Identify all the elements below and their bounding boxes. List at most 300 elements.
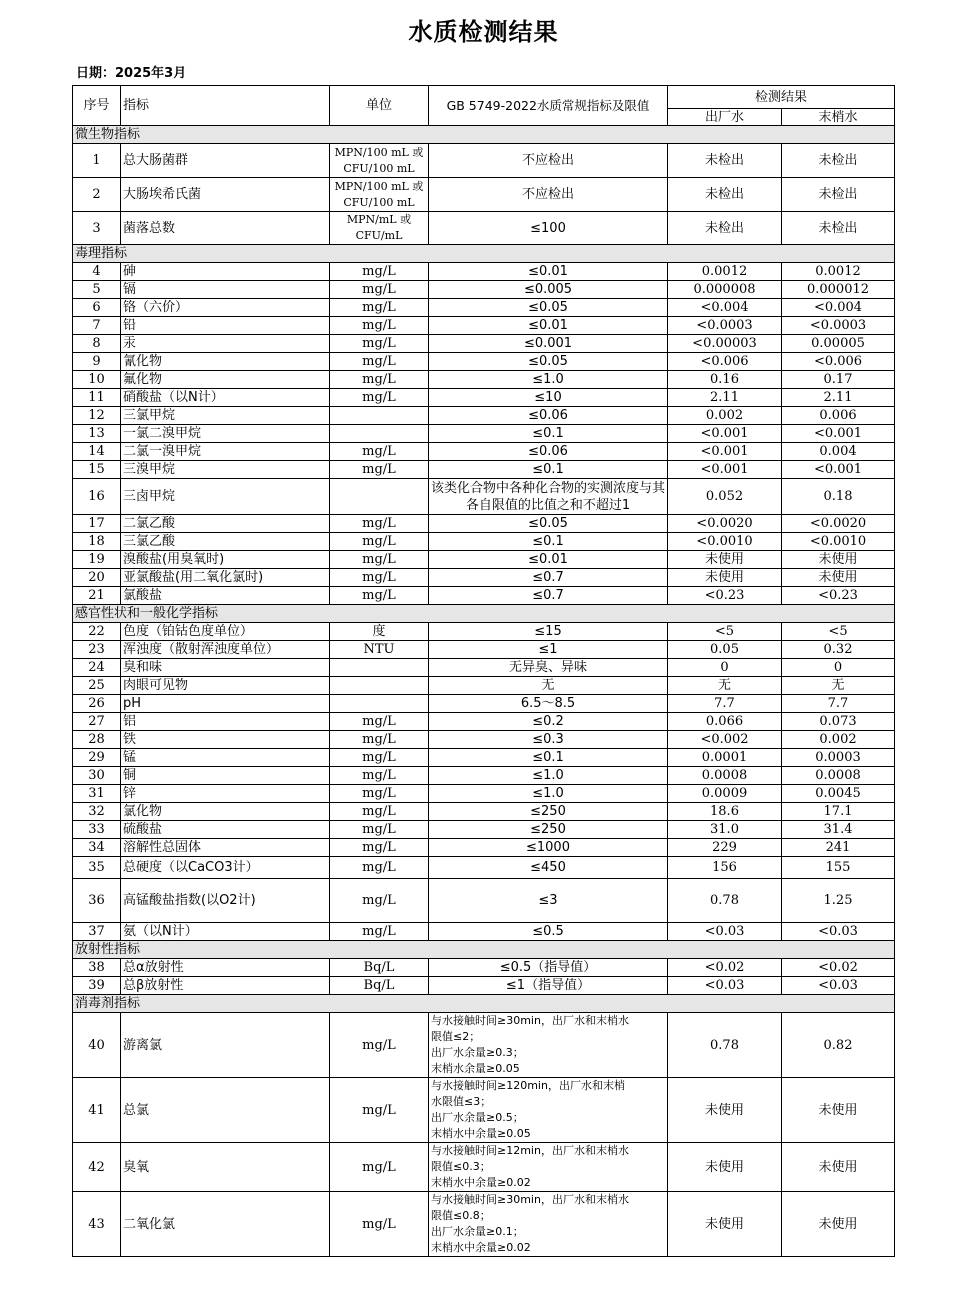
indicator-name: 臭氧 <box>121 1143 330 1192</box>
standard-limit: ≤1.0 <box>429 371 668 389</box>
section-title: 消毒剂指标 <box>73 995 895 1013</box>
outlet-value: 0.052 <box>668 479 782 515</box>
tap-value: 0.18 <box>782 479 895 515</box>
standard-line: 末梢水余量≥0.05 <box>431 1062 520 1075</box>
unit-cell: mg/L <box>330 1013 429 1078</box>
tap-value: 无 <box>782 677 895 695</box>
outlet-value: <0.00003 <box>668 335 782 353</box>
standard-limit: ≤1000 <box>429 839 668 857</box>
tap-value: <0.03 <box>782 977 895 995</box>
tap-value: 0.000012 <box>782 281 895 299</box>
row-number: 21 <box>73 587 121 605</box>
outlet-value: 未检出 <box>668 144 782 178</box>
outlet-value: 0.0009 <box>668 785 782 803</box>
tap-value: 0 <box>782 659 895 677</box>
standard-limit: 无 <box>429 677 668 695</box>
unit-cell: mg/L <box>330 263 429 281</box>
row-number: 11 <box>73 389 121 407</box>
indicator-name: 铝 <box>121 713 330 731</box>
outlet-value: 229 <box>668 839 782 857</box>
tap-value: 155 <box>782 857 895 879</box>
unit-cell: mg/L <box>330 587 429 605</box>
unit-cell: mg/L <box>330 785 429 803</box>
col-header-result: 检测结果 <box>668 86 895 109</box>
table-row <box>73 212 895 245</box>
tap-value: 未使用 <box>782 1143 895 1192</box>
row-number: 23 <box>73 641 121 659</box>
unit-cell: mg/L <box>330 879 429 923</box>
row-number: 15 <box>73 461 121 479</box>
unit-cell: mg/L <box>330 731 429 749</box>
row-number: 6 <box>73 299 121 317</box>
standard-limit: ≤0.06 <box>429 443 668 461</box>
standard-limit: 不应检出 <box>429 178 668 212</box>
row-number: 7 <box>73 317 121 335</box>
unit-cell <box>330 479 429 515</box>
outlet-value: <0.0003 <box>668 317 782 335</box>
standard-limit: ≤0.1 <box>429 425 668 443</box>
outlet-value: 未检出 <box>668 178 782 212</box>
tap-value: 0.32 <box>782 641 895 659</box>
unit-cell: mg/L <box>330 461 429 479</box>
table-row <box>73 353 895 371</box>
standard-limit: ≤1（指导值） <box>429 977 668 995</box>
standard-limit: ≤0.1 <box>429 461 668 479</box>
tap-value: 0.006 <box>782 407 895 425</box>
unit-cell: mg/L <box>330 335 429 353</box>
standard-limit: ≤0.7 <box>429 569 668 587</box>
outlet-value: <0.006 <box>668 353 782 371</box>
indicator-name: 大肠埃希氏菌 <box>121 178 330 212</box>
unit-cell: mg/L <box>330 389 429 407</box>
tap-value: <0.0020 <box>782 515 895 533</box>
outlet-value: 0.000008 <box>668 281 782 299</box>
section-header-row <box>73 126 895 144</box>
unit-cell <box>330 407 429 425</box>
row-number: 41 <box>73 1078 121 1143</box>
standard-limit: ≤0.01 <box>429 263 668 281</box>
table-row <box>73 659 895 677</box>
unit-cell: mg/L <box>330 353 429 371</box>
unit-cell: mg/L <box>330 923 429 941</box>
standard-limit: ≤0.1 <box>429 533 668 551</box>
table-row <box>73 1078 895 1143</box>
outlet-value: <0.001 <box>668 425 782 443</box>
tap-value: 0.0012 <box>782 263 895 281</box>
row-number: 33 <box>73 821 121 839</box>
table-row <box>73 587 895 605</box>
tap-value: 241 <box>782 839 895 857</box>
unit-cell: MPN/100 mL 或 CFU/100 mL <box>330 144 429 178</box>
standard-limit: ≤250 <box>429 821 668 839</box>
indicator-name: 二氧化氯 <box>121 1192 330 1257</box>
indicator-name: 菌落总数 <box>121 212 330 245</box>
outlet-value: <0.0020 <box>668 515 782 533</box>
outlet-value: 未使用 <box>668 1192 782 1257</box>
unit-cell: mg/L <box>330 713 429 731</box>
table-row <box>73 623 895 641</box>
unit-cell: mg/L <box>330 749 429 767</box>
table-row <box>73 1192 895 1257</box>
indicator-name: 总硬度（以CaCO3计） <box>121 857 330 879</box>
table-row <box>73 713 895 731</box>
tap-value: <0.03 <box>782 923 895 941</box>
outlet-value: <0.001 <box>668 443 782 461</box>
table-row <box>73 479 895 515</box>
indicator-name: 二氯一溴甲烷 <box>121 443 330 461</box>
unit-cell: mg/L <box>330 443 429 461</box>
outlet-value: 31.0 <box>668 821 782 839</box>
row-number: 43 <box>73 1192 121 1257</box>
col-header-no: 序号 <box>73 86 121 126</box>
tap-value: 未使用 <box>782 569 895 587</box>
row-number: 28 <box>73 731 121 749</box>
tap-value: 0.0008 <box>782 767 895 785</box>
tap-value: 17.1 <box>782 803 895 821</box>
indicator-name: 铁 <box>121 731 330 749</box>
outlet-value: <0.004 <box>668 299 782 317</box>
tap-value: 0.0003 <box>782 749 895 767</box>
outlet-value: <0.001 <box>668 461 782 479</box>
unit-cell: mg/L <box>330 1143 429 1192</box>
unit-cell: mg/L <box>330 317 429 335</box>
indicator-name: 二氯乙酸 <box>121 515 330 533</box>
indicator-name: 硫酸盐 <box>121 821 330 839</box>
row-number: 38 <box>73 959 121 977</box>
unit-cell: mg/L <box>330 515 429 533</box>
unit-cell: mg/L <box>330 533 429 551</box>
row-number: 20 <box>73 569 121 587</box>
tap-value: 0.00005 <box>782 335 895 353</box>
section-header-row <box>73 605 895 623</box>
row-number: 24 <box>73 659 121 677</box>
standard-limit: ≤3 <box>429 879 668 923</box>
row-number: 36 <box>73 879 121 923</box>
outlet-value: 未使用 <box>668 551 782 569</box>
standard-limit: ≤1.0 <box>429 767 668 785</box>
row-number: 30 <box>73 767 121 785</box>
standard-limit: 无异臭、异味 <box>429 659 668 677</box>
standard-limit: ≤0.2 <box>429 713 668 731</box>
standard-limit: ≤0.005 <box>429 281 668 299</box>
table-row <box>73 407 895 425</box>
unit-cell: Bq/L <box>330 977 429 995</box>
outlet-value: 未使用 <box>668 1143 782 1192</box>
unit-cell <box>330 695 429 713</box>
unit-cell: Bq/L <box>330 959 429 977</box>
standard-line: 与水接触时间≥30min，出厂水和末梢水 <box>431 1014 629 1027</box>
unit-cell: mg/L <box>330 767 429 785</box>
outlet-value: 0.0008 <box>668 767 782 785</box>
table-row <box>73 1143 895 1192</box>
outlet-value: 0.78 <box>668 1013 782 1078</box>
section-title: 感官性状和一般化学指标 <box>73 605 895 623</box>
indicator-name: 总β放射性 <box>121 977 330 995</box>
tap-value: 未检出 <box>782 144 895 178</box>
row-number: 25 <box>73 677 121 695</box>
tap-value: <0.001 <box>782 461 895 479</box>
report-date: 日期：2025年3月 <box>76 66 187 81</box>
table-row <box>73 281 895 299</box>
table-row <box>73 749 895 767</box>
indicator-name: 总大肠菌群 <box>121 144 330 178</box>
indicator-name: 三氯甲烷 <box>121 407 330 425</box>
standard-limit: ≤450 <box>429 857 668 879</box>
tap-value: 0.002 <box>782 731 895 749</box>
indicator-name: 氯化物 <box>121 803 330 821</box>
row-number: 35 <box>73 857 121 879</box>
table-row <box>73 803 895 821</box>
table-row <box>73 263 895 281</box>
table-row <box>73 839 895 857</box>
row-number: 1 <box>73 144 121 178</box>
table-row <box>73 144 895 178</box>
standard-line: 末梢水中余量≥0.02 <box>431 1241 531 1254</box>
unit-cell: mg/L <box>330 299 429 317</box>
standard-line: 出厂水余量≥0.3； <box>431 1046 524 1059</box>
outlet-value: 0.066 <box>668 713 782 731</box>
unit-cell: mg/L <box>330 371 429 389</box>
row-number: 40 <box>73 1013 121 1078</box>
tap-value: <0.23 <box>782 587 895 605</box>
row-number: 5 <box>73 281 121 299</box>
indicator-name: 游离氯 <box>121 1013 330 1078</box>
row-number: 13 <box>73 425 121 443</box>
outlet-value: <5 <box>668 623 782 641</box>
indicator-name: 铅 <box>121 317 330 335</box>
outlet-value: <0.03 <box>668 923 782 941</box>
standard-limit: ≤100 <box>429 212 668 245</box>
standard-limit: ≤0.06 <box>429 407 668 425</box>
tap-value: 2.11 <box>782 389 895 407</box>
results-table <box>72 85 895 1257</box>
outlet-value: <0.0010 <box>668 533 782 551</box>
standard-line: 出厂水余量≥0.1； <box>431 1225 524 1238</box>
unit-cell: mg/L <box>330 281 429 299</box>
standard-limit <box>429 1078 668 1143</box>
section-title: 毒理指标 <box>73 245 895 263</box>
tap-value: 未使用 <box>782 551 895 569</box>
indicator-name: 浑浊度（散射浑浊度单位） <box>121 641 330 659</box>
row-number: 14 <box>73 443 121 461</box>
table-row <box>73 959 895 977</box>
table-row <box>73 335 895 353</box>
indicator-name: 总氯 <box>121 1078 330 1143</box>
tap-value: 0.0045 <box>782 785 895 803</box>
table-row <box>73 1013 895 1078</box>
row-number: 19 <box>73 551 121 569</box>
indicator-name: 三氯乙酸 <box>121 533 330 551</box>
table-row <box>73 461 895 479</box>
row-number: 3 <box>73 212 121 245</box>
standard-limit <box>429 1143 668 1192</box>
page-title: 水质检测结果 <box>408 18 559 46</box>
unit-cell <box>330 677 429 695</box>
tap-value: <5 <box>782 623 895 641</box>
indicator-name: pH <box>121 695 330 713</box>
outlet-value: 无 <box>668 677 782 695</box>
row-number: 18 <box>73 533 121 551</box>
tap-value: 未检出 <box>782 178 895 212</box>
indicator-name: 总α放射性 <box>121 959 330 977</box>
outlet-value: 18.6 <box>668 803 782 821</box>
standard-limit <box>429 1013 668 1078</box>
row-number: 32 <box>73 803 121 821</box>
standard-limit: ≤0.01 <box>429 317 668 335</box>
tap-value: 未使用 <box>782 1192 895 1257</box>
row-number: 34 <box>73 839 121 857</box>
unit-cell: mg/L <box>330 839 429 857</box>
outlet-value: 2.11 <box>668 389 782 407</box>
indicator-name: 氨（以N计） <box>121 923 330 941</box>
outlet-value: <0.02 <box>668 959 782 977</box>
tap-value: 1.25 <box>782 879 895 923</box>
indicator-name: 臭和味 <box>121 659 330 677</box>
standard-limit: ≤0.1 <box>429 749 668 767</box>
standard-limit: ≤0.05 <box>429 353 668 371</box>
indicator-name: 三溴甲烷 <box>121 461 330 479</box>
row-number: 29 <box>73 749 121 767</box>
standard-line: 末梢水中余量≥0.05 <box>431 1127 531 1140</box>
standard-limit: ≤0.05 <box>429 299 668 317</box>
indicator-name: 亚氯酸盐(用二氧化氯时) <box>121 569 330 587</box>
col-header-outlet: 出厂水 <box>668 109 782 126</box>
tap-value: 0.073 <box>782 713 895 731</box>
standard-limit: 6.5～8.5 <box>429 695 668 713</box>
row-number: 9 <box>73 353 121 371</box>
row-number: 12 <box>73 407 121 425</box>
unit-cell: mg/L <box>330 1192 429 1257</box>
table-row <box>73 569 895 587</box>
indicator-name: 氯酸盐 <box>121 587 330 605</box>
standard-limit: ≤0.5（指导值） <box>429 959 668 977</box>
indicator-name: 一氯二溴甲烷 <box>121 425 330 443</box>
outlet-value: 未检出 <box>668 212 782 245</box>
unit-cell: mg/L <box>330 821 429 839</box>
tap-value: <0.004 <box>782 299 895 317</box>
indicator-name: 氰化物 <box>121 353 330 371</box>
row-number: 42 <box>73 1143 121 1192</box>
table-row <box>73 767 895 785</box>
indicator-name: 汞 <box>121 335 330 353</box>
section-title: 放射性指标 <box>73 941 895 959</box>
standard-line: 末梢水中余量≥0.02 <box>431 1176 531 1189</box>
table-row <box>73 515 895 533</box>
standard-limit: ≤0.3 <box>429 731 668 749</box>
standard-limit: ≤1 <box>429 641 668 659</box>
outlet-value: <0.002 <box>668 731 782 749</box>
standard-line: 限值≤2； <box>431 1030 481 1043</box>
standard-limit: ≤1.0 <box>429 785 668 803</box>
table-row <box>73 299 895 317</box>
table-row <box>73 695 895 713</box>
outlet-value: 0 <box>668 659 782 677</box>
tap-value: 0.17 <box>782 371 895 389</box>
table-row <box>73 821 895 839</box>
table-row <box>73 857 895 879</box>
outlet-value: <0.23 <box>668 587 782 605</box>
standard-line: 限值≤0.3； <box>431 1160 491 1173</box>
col-header-tap: 末梢水 <box>782 109 895 126</box>
standard-limit: ≤0.001 <box>429 335 668 353</box>
outlet-value: <0.03 <box>668 977 782 995</box>
unit-cell: 度 <box>330 623 429 641</box>
col-header-standard: GB 5749-2022水质常规指标及限值 <box>429 86 668 126</box>
section-title: 微生物指标 <box>73 126 895 144</box>
unit-cell: mg/L <box>330 1078 429 1143</box>
unit-cell: mg/L <box>330 857 429 879</box>
standard-line: 与水接触时间≥30min，出厂水和末梢水 <box>431 1193 629 1206</box>
standard-line: 出厂水余量≥0.5； <box>431 1111 524 1124</box>
standard-limit: ≤0.5 <box>429 923 668 941</box>
table-row <box>73 641 895 659</box>
standard-line: 与水接触时间≥120min，出厂水和末梢 <box>431 1079 625 1092</box>
standard-limit: ≤10 <box>429 389 668 407</box>
row-number: 2 <box>73 178 121 212</box>
unit-cell <box>330 659 429 677</box>
standard-limit: ≤0.01 <box>429 551 668 569</box>
table-row <box>73 389 895 407</box>
row-number: 4 <box>73 263 121 281</box>
table-row <box>73 317 895 335</box>
indicator-name: 镉 <box>121 281 330 299</box>
tap-value: 未检出 <box>782 212 895 245</box>
row-number: 31 <box>73 785 121 803</box>
standard-line: 限值≤0.8； <box>431 1209 491 1222</box>
outlet-value: 0.78 <box>668 879 782 923</box>
table-row <box>73 425 895 443</box>
indicator-name: 溶解性总固体 <box>121 839 330 857</box>
table-row <box>73 371 895 389</box>
table-row <box>73 677 895 695</box>
unit-cell: mg/L <box>330 569 429 587</box>
tap-value: 0.004 <box>782 443 895 461</box>
row-number: 10 <box>73 371 121 389</box>
tap-value: <0.001 <box>782 425 895 443</box>
section-header-row <box>73 995 895 1013</box>
col-header-indicator: 指标 <box>121 86 330 126</box>
table-row <box>73 785 895 803</box>
unit-cell: mg/L <box>330 551 429 569</box>
table-row <box>73 977 895 995</box>
standard-limit: 该类化合物中各种化合物的实测浓度与其各自限值的比值之和不超过1 <box>429 479 668 515</box>
row-number: 8 <box>73 335 121 353</box>
section-header-row <box>73 941 895 959</box>
unit-cell: mg/L <box>330 803 429 821</box>
unit-cell <box>330 425 429 443</box>
results-body <box>73 126 895 1257</box>
table-row <box>73 443 895 461</box>
outlet-value: 未使用 <box>668 1078 782 1143</box>
unit-cell: MPN/mL 或 CFU/mL <box>330 212 429 245</box>
standard-limit: ≤0.7 <box>429 587 668 605</box>
row-number: 17 <box>73 515 121 533</box>
indicator-name: 铜 <box>121 767 330 785</box>
row-number: 22 <box>73 623 121 641</box>
table-row <box>73 923 895 941</box>
row-number: 37 <box>73 923 121 941</box>
tap-value: <0.006 <box>782 353 895 371</box>
unit-cell: MPN/100 mL 或 CFU/100 mL <box>330 178 429 212</box>
unit-cell: NTU <box>330 641 429 659</box>
standard-line: 与水接触时间≥12min，出厂水和末梢水 <box>431 1144 629 1157</box>
tap-value: 未使用 <box>782 1078 895 1143</box>
row-number: 26 <box>73 695 121 713</box>
outlet-value: 0.05 <box>668 641 782 659</box>
table-row <box>73 551 895 569</box>
row-number: 16 <box>73 479 121 515</box>
table-row <box>73 178 895 212</box>
